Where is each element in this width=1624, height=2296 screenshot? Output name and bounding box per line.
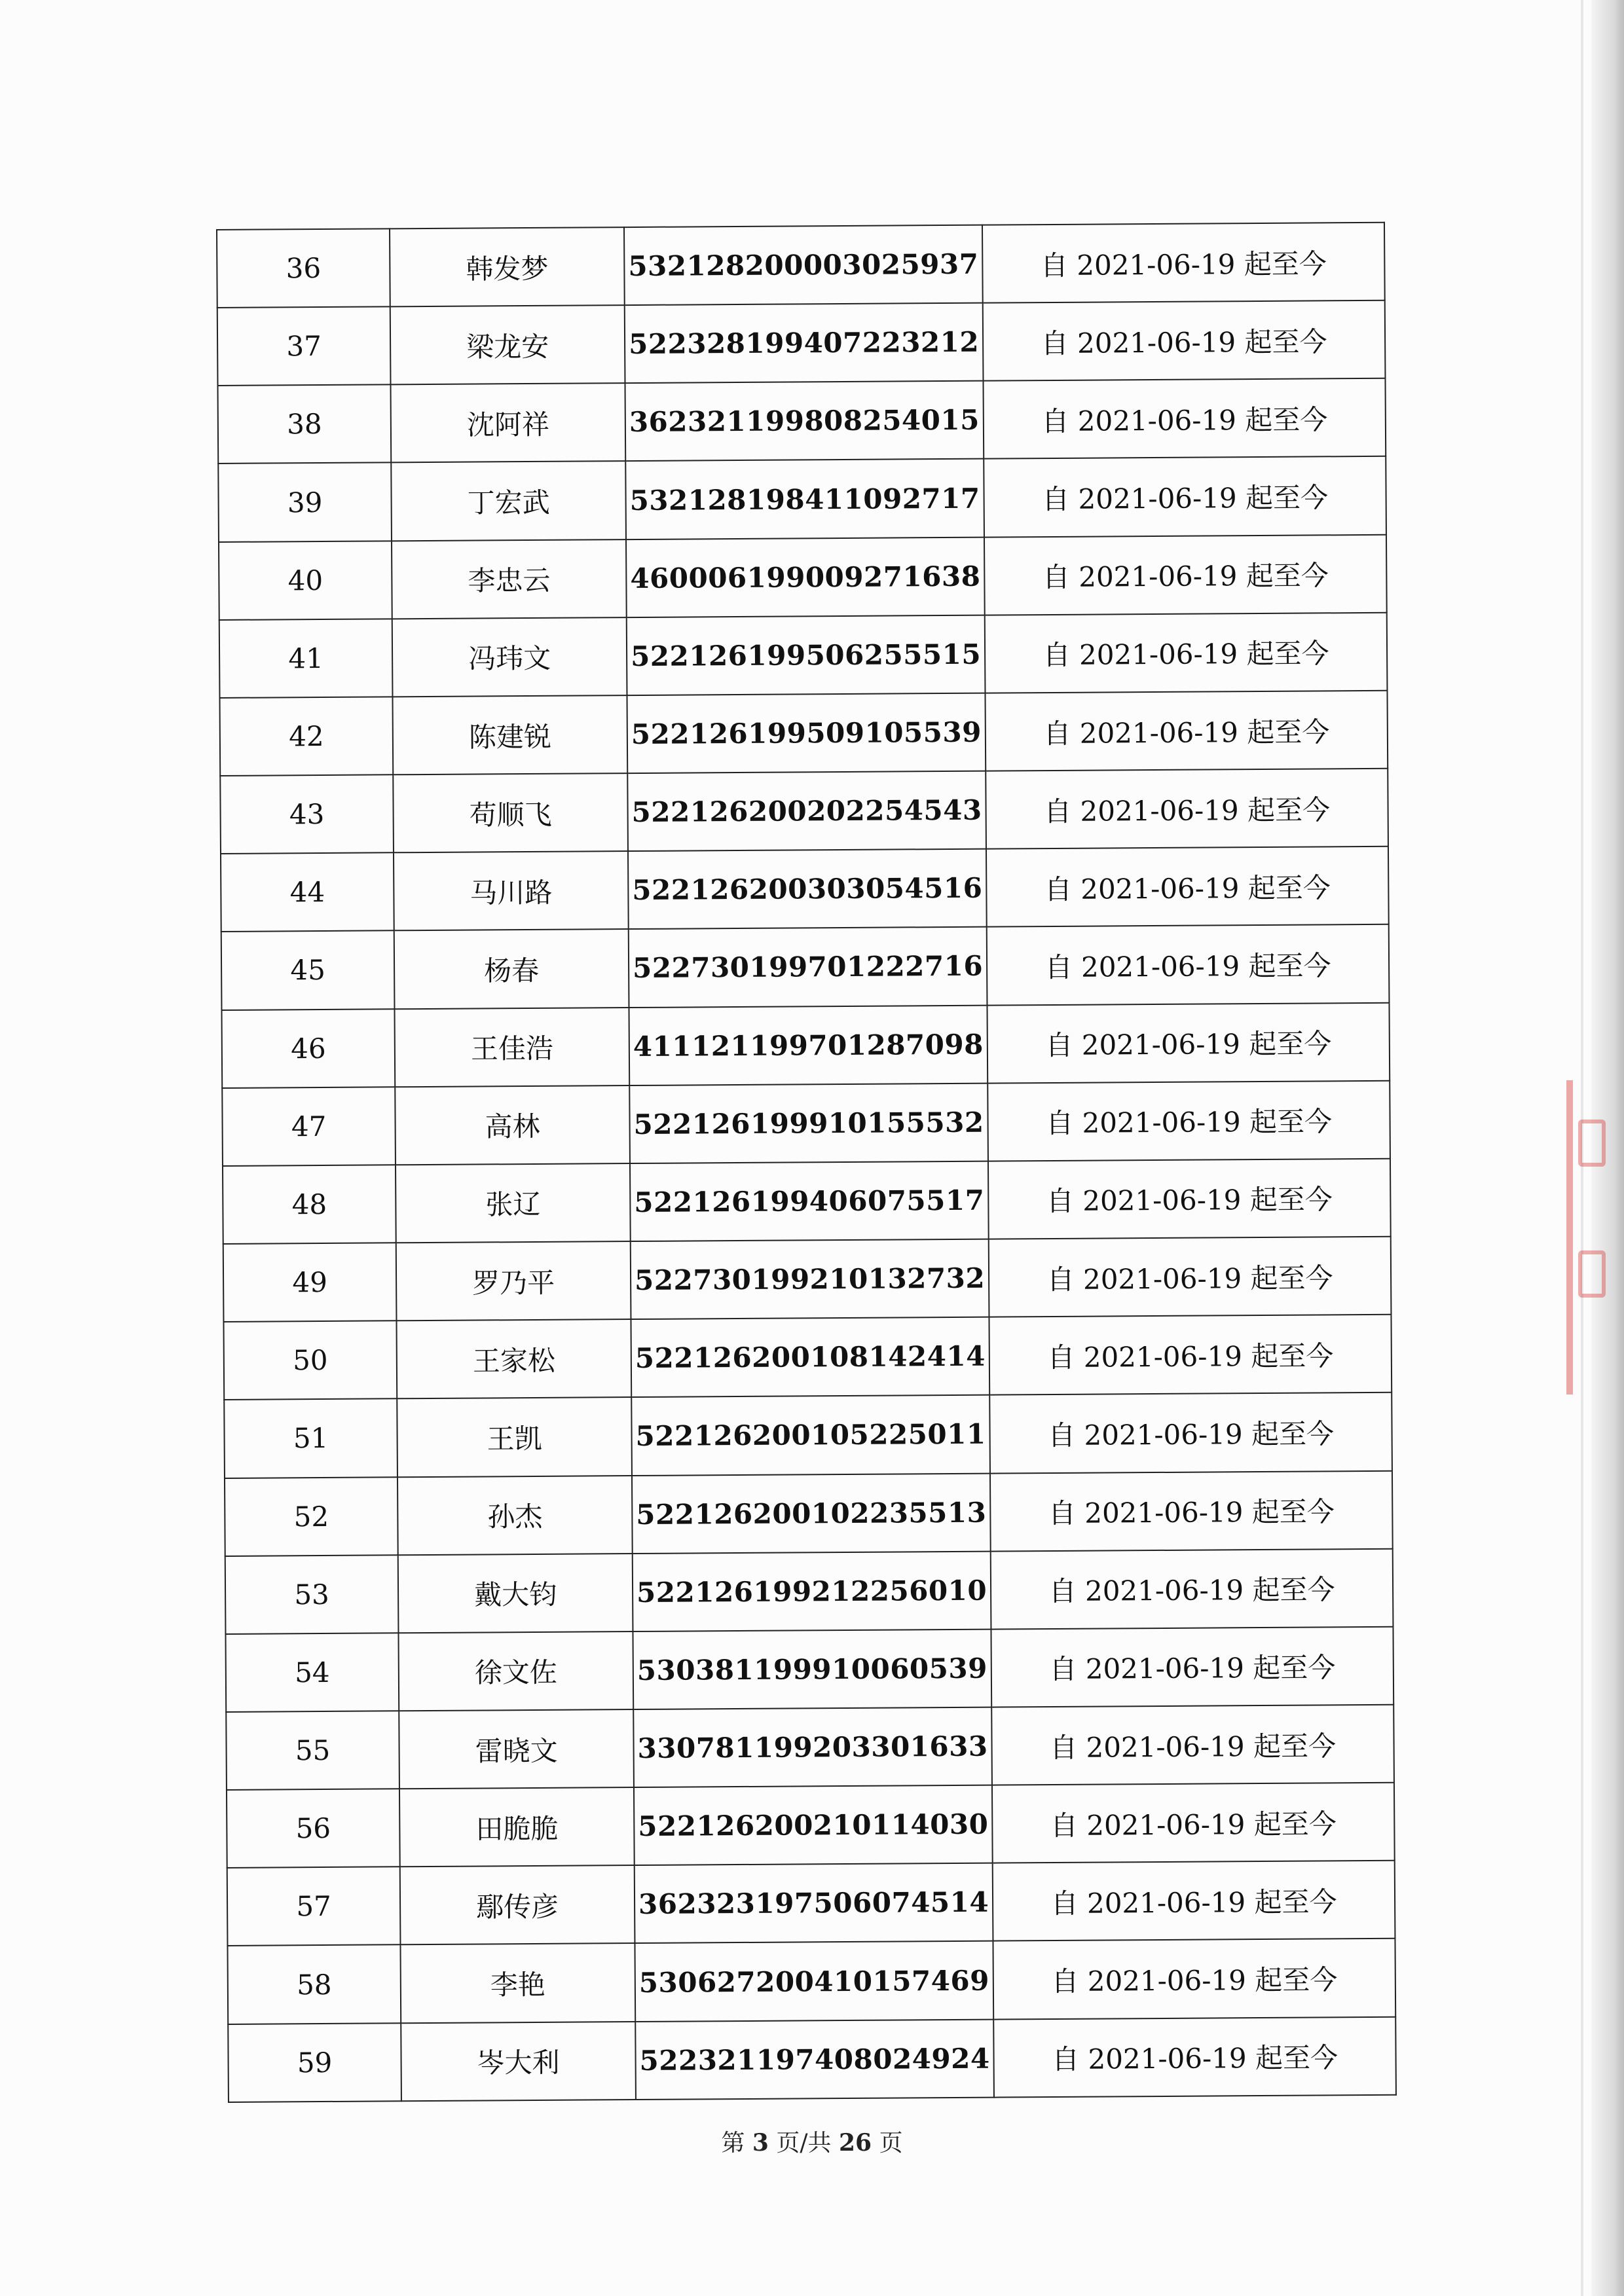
footer-prefix: 第: [721, 2130, 745, 2157]
row-person-name: 韩发梦: [390, 227, 625, 306]
page-footer: [0, 2124, 1624, 2158]
row-id-number: 532128200003025937: [624, 225, 983, 306]
footer-suffix: 页: [879, 2130, 903, 2157]
row-id-number: 362321199808254015: [625, 381, 984, 462]
row-id-number: 530627200410157469: [635, 1941, 993, 2022]
row-person-name: 冯玮文: [392, 617, 627, 697]
row-id-number: 522126199910155532: [629, 1083, 988, 1163]
row-id-number: 522126200105225011: [631, 1395, 990, 1476]
row-person-name: 马川路: [394, 851, 629, 930]
row-person-name: 沈阿祥: [390, 383, 625, 462]
row-id-number: 522126200202254543: [627, 771, 986, 852]
row-person-name: 王佳浩: [394, 1008, 629, 1087]
row-seq-number: 41: [219, 619, 393, 698]
row-id-number: 460006199009271638: [626, 537, 985, 617]
row-id-number: 411121199701287098: [629, 1005, 987, 1085]
row-id-number: 522730199210132732: [631, 1239, 989, 1320]
current-page-number: 3: [752, 2129, 769, 2157]
table-row: [223, 1159, 1391, 1244]
table-row: [227, 1861, 1395, 1946]
row-period: 自 2021-06-19 起至今: [987, 1002, 1390, 1083]
row-period: 自 2021-06-19 起至今: [993, 1939, 1395, 2019]
row-person-name: 岑大利: [401, 2022, 636, 2102]
row-id-number: 522126200102235513: [632, 1473, 991, 1554]
personnel-table: [216, 222, 1397, 2103]
table-row: [227, 1939, 1395, 2024]
row-person-name: 鄢传彦: [400, 1865, 635, 1944]
personnel-table-body: [217, 223, 1396, 2102]
table-row: [219, 613, 1388, 698]
row-person-name: 徐文佐: [398, 1631, 633, 1711]
row-seq-number: 40: [219, 541, 392, 620]
table-row: [224, 1393, 1392, 1478]
row-id-number: 522126200210114030: [634, 1785, 993, 1866]
row-seq-number: 43: [220, 774, 394, 854]
table-row: [227, 1783, 1395, 1868]
table-row: [223, 1315, 1392, 1400]
row-id-number: 522126200303054516: [628, 849, 987, 930]
row-period: 自 2021-06-19 起至今: [991, 1705, 1394, 1785]
row-person-name: 孙杰: [397, 1476, 633, 1555]
table-row: [218, 456, 1386, 541]
row-person-name: 罗乃平: [396, 1241, 631, 1321]
row-seq-number: 54: [225, 1633, 399, 1712]
row-seq-number: 37: [217, 306, 391, 386]
row-period: 自 2021-06-19 起至今: [987, 924, 1390, 1005]
row-period: 自 2021-06-19 起至今: [989, 1237, 1392, 1317]
total-page-count: 26: [839, 2129, 872, 2157]
row-seq-number: 58: [227, 1945, 401, 2024]
row-seq-number: 55: [226, 1711, 399, 1790]
row-id-number: 522126199212256010: [633, 1551, 991, 1631]
table-row: [228, 2016, 1396, 2102]
row-period: 自 2021-06-19 起至今: [990, 1470, 1393, 1551]
row-period: 自 2021-06-19 起至今: [986, 769, 1388, 849]
row-id-number: 532128198411092717: [625, 459, 984, 539]
table-row: [222, 1080, 1390, 1165]
table-row: [217, 223, 1385, 308]
row-id-number: 522126200108142414: [631, 1317, 989, 1398]
row-seq-number: 38: [218, 385, 392, 464]
row-seq-number: 46: [221, 1009, 395, 1088]
row-period: 自 2021-06-19 起至今: [993, 2016, 1396, 2097]
table-row: [225, 1548, 1393, 1633]
table-row: [220, 769, 1388, 854]
row-seq-number: 52: [225, 1477, 398, 1556]
row-person-name: 王家松: [396, 1319, 631, 1398]
row-period: 自 2021-06-19 起至今: [982, 223, 1385, 303]
row-seq-number: 42: [219, 697, 393, 776]
row-period: 自 2021-06-19 起至今: [991, 1548, 1393, 1629]
table-row: [219, 691, 1388, 776]
row-period: 自 2021-06-19 起至今: [989, 1315, 1392, 1395]
table-row: [223, 1237, 1392, 1322]
row-person-name: 王凯: [397, 1397, 632, 1476]
row-id-number: 330781199203301633: [633, 1707, 992, 1788]
row-seq-number: 53: [225, 1555, 399, 1634]
row-period: 自 2021-06-19 起至今: [987, 1080, 1390, 1161]
row-person-name: 李艳: [400, 1943, 635, 2022]
row-person-name: 高林: [395, 1085, 630, 1165]
table-row: [225, 1470, 1393, 1556]
row-person-name: 梁龙安: [390, 305, 625, 384]
row-period: 自 2021-06-19 起至今: [985, 613, 1388, 693]
row-person-name: 雷晓文: [399, 1709, 634, 1789]
row-seq-number: 49: [223, 1243, 397, 1322]
row-seq-number: 36: [217, 228, 390, 308]
row-person-name: 张辽: [396, 1163, 631, 1243]
table-row: [217, 301, 1386, 386]
row-seq-number: 59: [228, 2023, 401, 2102]
row-person-name: 丁宏武: [391, 462, 626, 541]
row-person-name: 苟顺飞: [393, 773, 628, 852]
table-row: [218, 378, 1386, 464]
row-id-number: 362323197506074514: [635, 1863, 993, 1944]
row-seq-number: 50: [223, 1321, 397, 1400]
row-id-number: 522730199701222716: [629, 927, 987, 1008]
footer-middle: 页/共: [776, 2130, 832, 2157]
partial-red-seal-stamp: [1566, 1080, 1610, 1394]
row-seq-number: 57: [227, 1867, 401, 1946]
row-period: 自 2021-06-19 起至今: [984, 534, 1387, 615]
table-row: [221, 847, 1389, 932]
row-person-name: 戴大钧: [398, 1554, 633, 1633]
row-period: 自 2021-06-19 起至今: [986, 847, 1389, 927]
row-person-name: 李忠云: [392, 539, 627, 619]
table-row: [219, 534, 1387, 619]
row-id-number: 522126199406075517: [630, 1161, 989, 1241]
row-seq-number: 44: [221, 853, 394, 932]
row-id-number: 522126199506255515: [627, 615, 986, 695]
row-seq-number: 48: [223, 1165, 396, 1244]
row-period: 自 2021-06-19 起至今: [993, 1861, 1395, 1941]
row-id-number: 530381199910060539: [633, 1629, 991, 1709]
row-period: 自 2021-06-19 起至今: [985, 691, 1388, 771]
row-period: 自 2021-06-19 起至今: [983, 378, 1386, 459]
row-id-number: 522126199509105539: [627, 693, 986, 774]
row-person-name: 陈建锐: [392, 695, 627, 774]
table-row: [226, 1705, 1394, 1790]
row-seq-number: 39: [218, 463, 392, 542]
table-row: [225, 1627, 1393, 1712]
row-seq-number: 56: [227, 1789, 400, 1868]
row-person-name: 田脆脆: [399, 1787, 635, 1867]
row-period: 自 2021-06-19 起至今: [983, 301, 1386, 381]
table-row: [221, 924, 1390, 1010]
row-period: 自 2021-06-19 起至今: [988, 1159, 1391, 1239]
row-period: 自 2021-06-19 起至今: [991, 1627, 1393, 1707]
row-period: 自 2021-06-19 起至今: [984, 456, 1386, 537]
row-person-name: 杨春: [394, 929, 629, 1008]
row-id-number: 522328199407223212: [625, 303, 984, 384]
row-id-number: 522321197408024924: [635, 2019, 994, 2100]
row-period: 自 2021-06-19 起至今: [992, 1783, 1395, 1863]
row-seq-number: 45: [221, 931, 395, 1010]
row-seq-number: 51: [224, 1399, 397, 1478]
table-row: [221, 1002, 1390, 1087]
row-seq-number: 47: [222, 1087, 396, 1166]
row-period: 自 2021-06-19 起至今: [989, 1393, 1392, 1473]
